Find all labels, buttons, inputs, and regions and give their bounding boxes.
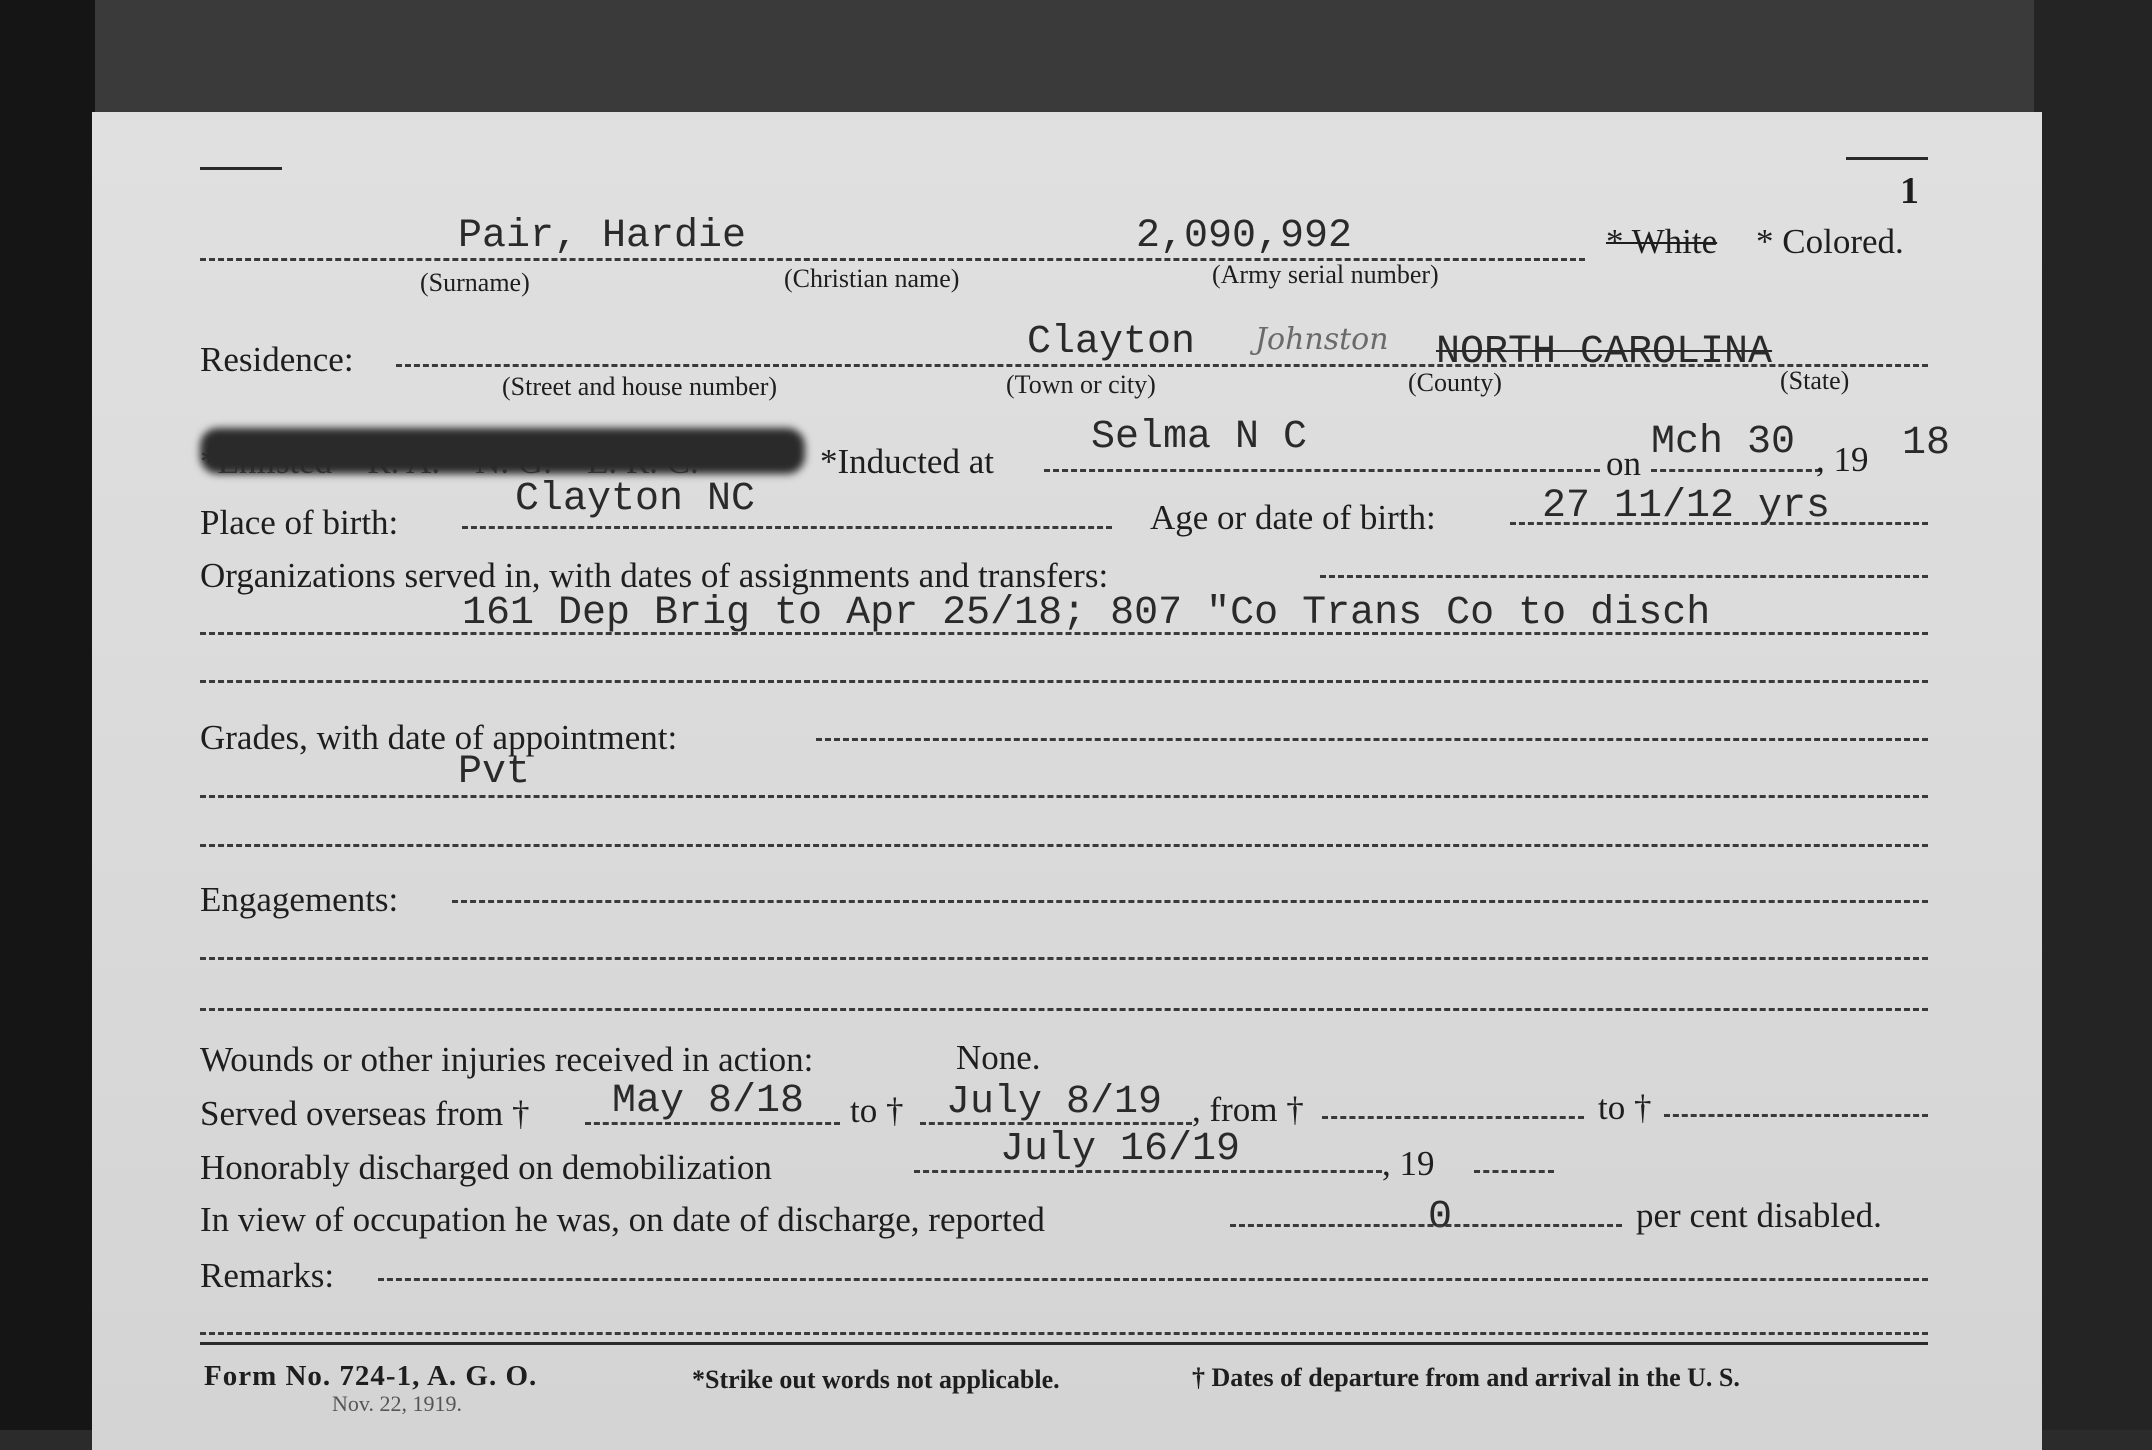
top-left-rule: [200, 167, 282, 170]
surname-label: (Surname): [420, 268, 530, 297]
race-white: * White: [1606, 222, 1718, 261]
form-number: Form No. 724-1, A. G. O.: [204, 1360, 538, 1392]
age-typed: 27 11/12 yrs: [1542, 484, 1831, 529]
overseas-from-line: [585, 1122, 840, 1125]
street-label: (Street and house number): [502, 372, 778, 401]
state-typed: NORTH CAROLINA: [1436, 330, 1773, 375]
organizations-line-2: [200, 632, 1928, 635]
inducted-at-label: *Inducted at: [820, 442, 994, 481]
organizations-label: Organizations served in, with dates of assignments and transfers:: [200, 556, 1109, 595]
year-prefix: , 19: [1816, 440, 1869, 479]
surname-typed: Pair, Hardie: [458, 214, 747, 259]
overseas-to-typed: July 8/19: [946, 1080, 1163, 1125]
remarks-line-2: [200, 1332, 1928, 1335]
organizations-typed: 161 Dep Brig to Apr 25/18; 807 "Co Trans Co to disch: [462, 591, 1711, 636]
organizations-line-1: [1320, 575, 1928, 578]
discharge-year-label: , 19: [1382, 1144, 1435, 1183]
engagements-line-2: [200, 957, 1928, 960]
service-record-card: [92, 112, 2042, 1450]
organizations-line-3: [200, 680, 1928, 683]
wounds-value: None.: [956, 1038, 1041, 1077]
serial-typed: 2,090,992: [1136, 214, 1353, 259]
induction-date-line: [1651, 469, 1821, 472]
remarks-label: Remarks:: [200, 1256, 335, 1295]
race-colored: * Colored.: [1756, 222, 1904, 261]
town-typed: Clayton: [1027, 320, 1196, 365]
year-typed: 18: [1902, 421, 1951, 466]
grades-line-3: [200, 844, 1928, 847]
discharge-year-line: [1474, 1170, 1554, 1173]
overseas-to2-label: to †: [1598, 1088, 1652, 1127]
grade-typed: Pvt: [458, 750, 531, 795]
form-date: Nov. 22, 1919.: [332, 1391, 462, 1416]
card-number: 1: [1900, 170, 1919, 212]
overseas-to-line: [920, 1122, 1192, 1125]
overseas-from-label: Served overseas from †: [200, 1094, 530, 1133]
scanner-background-left: [0, 0, 95, 1450]
birth-place-typed: Clayton NC: [515, 477, 756, 522]
strike-out-note: *Strike out words not applicable.: [692, 1365, 1060, 1394]
discharge-line: [914, 1170, 1382, 1173]
serial-label: (Army serial number): [1212, 260, 1439, 289]
induction-place-typed: Selma N C: [1091, 415, 1308, 460]
county-label: (County): [1408, 368, 1502, 397]
age-line: [1510, 522, 1928, 525]
discharge-typed: July 16/19: [1000, 1127, 1241, 1172]
age-label: Age or date of birth:: [1150, 498, 1436, 537]
christian-name-label: (Christian name): [784, 264, 960, 293]
engagements-label: Engagements:: [200, 880, 399, 919]
bottom-rule: [200, 1342, 1928, 1345]
disability-label: In view of occupation he was, on date of discharge, reported: [200, 1200, 1045, 1239]
overseas-from-typed: May 8/18: [612, 1079, 805, 1124]
overseas-from2-label: , from †: [1192, 1090, 1304, 1129]
town-label: (Town or city): [1006, 370, 1156, 399]
place-of-birth-label: Place of birth:: [200, 503, 399, 542]
overseas-to-label: to †: [850, 1091, 904, 1130]
grades-line-1: [816, 738, 1928, 741]
residence-line: [396, 364, 1928, 367]
induction-date-typed: Mch 30: [1651, 420, 1796, 465]
engagements-line-3: [200, 1008, 1928, 1011]
state-label: (State): [1780, 366, 1850, 395]
engagements-line-1: [452, 900, 1928, 903]
disability-line: [1230, 1224, 1622, 1227]
top-right-rule: [1846, 157, 1928, 160]
wounds-label: Wounds or other injuries received in action:: [200, 1040, 814, 1079]
dates-note: † Dates of departure from and arrival in the U. S.: [1192, 1363, 1740, 1392]
residence-label: Residence:: [200, 340, 354, 379]
overseas-from2-line: [1322, 1116, 1584, 1119]
disability-suffix: per cent disabled.: [1636, 1196, 1882, 1235]
county-handwritten: Johnston: [1255, 322, 1389, 357]
overseas-to2-line: [1664, 1114, 1928, 1117]
grades-line-2: [200, 795, 1928, 798]
obscured-enlistment-options: [200, 428, 805, 474]
disability-typed: 0: [1428, 1195, 1453, 1240]
remarks-line-1: [378, 1278, 1928, 1281]
induction-place-line: [1044, 469, 1600, 472]
scanner-background-right: [2034, 0, 2152, 1450]
grades-label: Grades, with date of appointment:: [200, 718, 678, 757]
discharge-label: Honorably discharged on demobilization: [200, 1148, 772, 1187]
on-label: on: [1606, 444, 1641, 483]
birth-place-line: [462, 526, 1112, 529]
